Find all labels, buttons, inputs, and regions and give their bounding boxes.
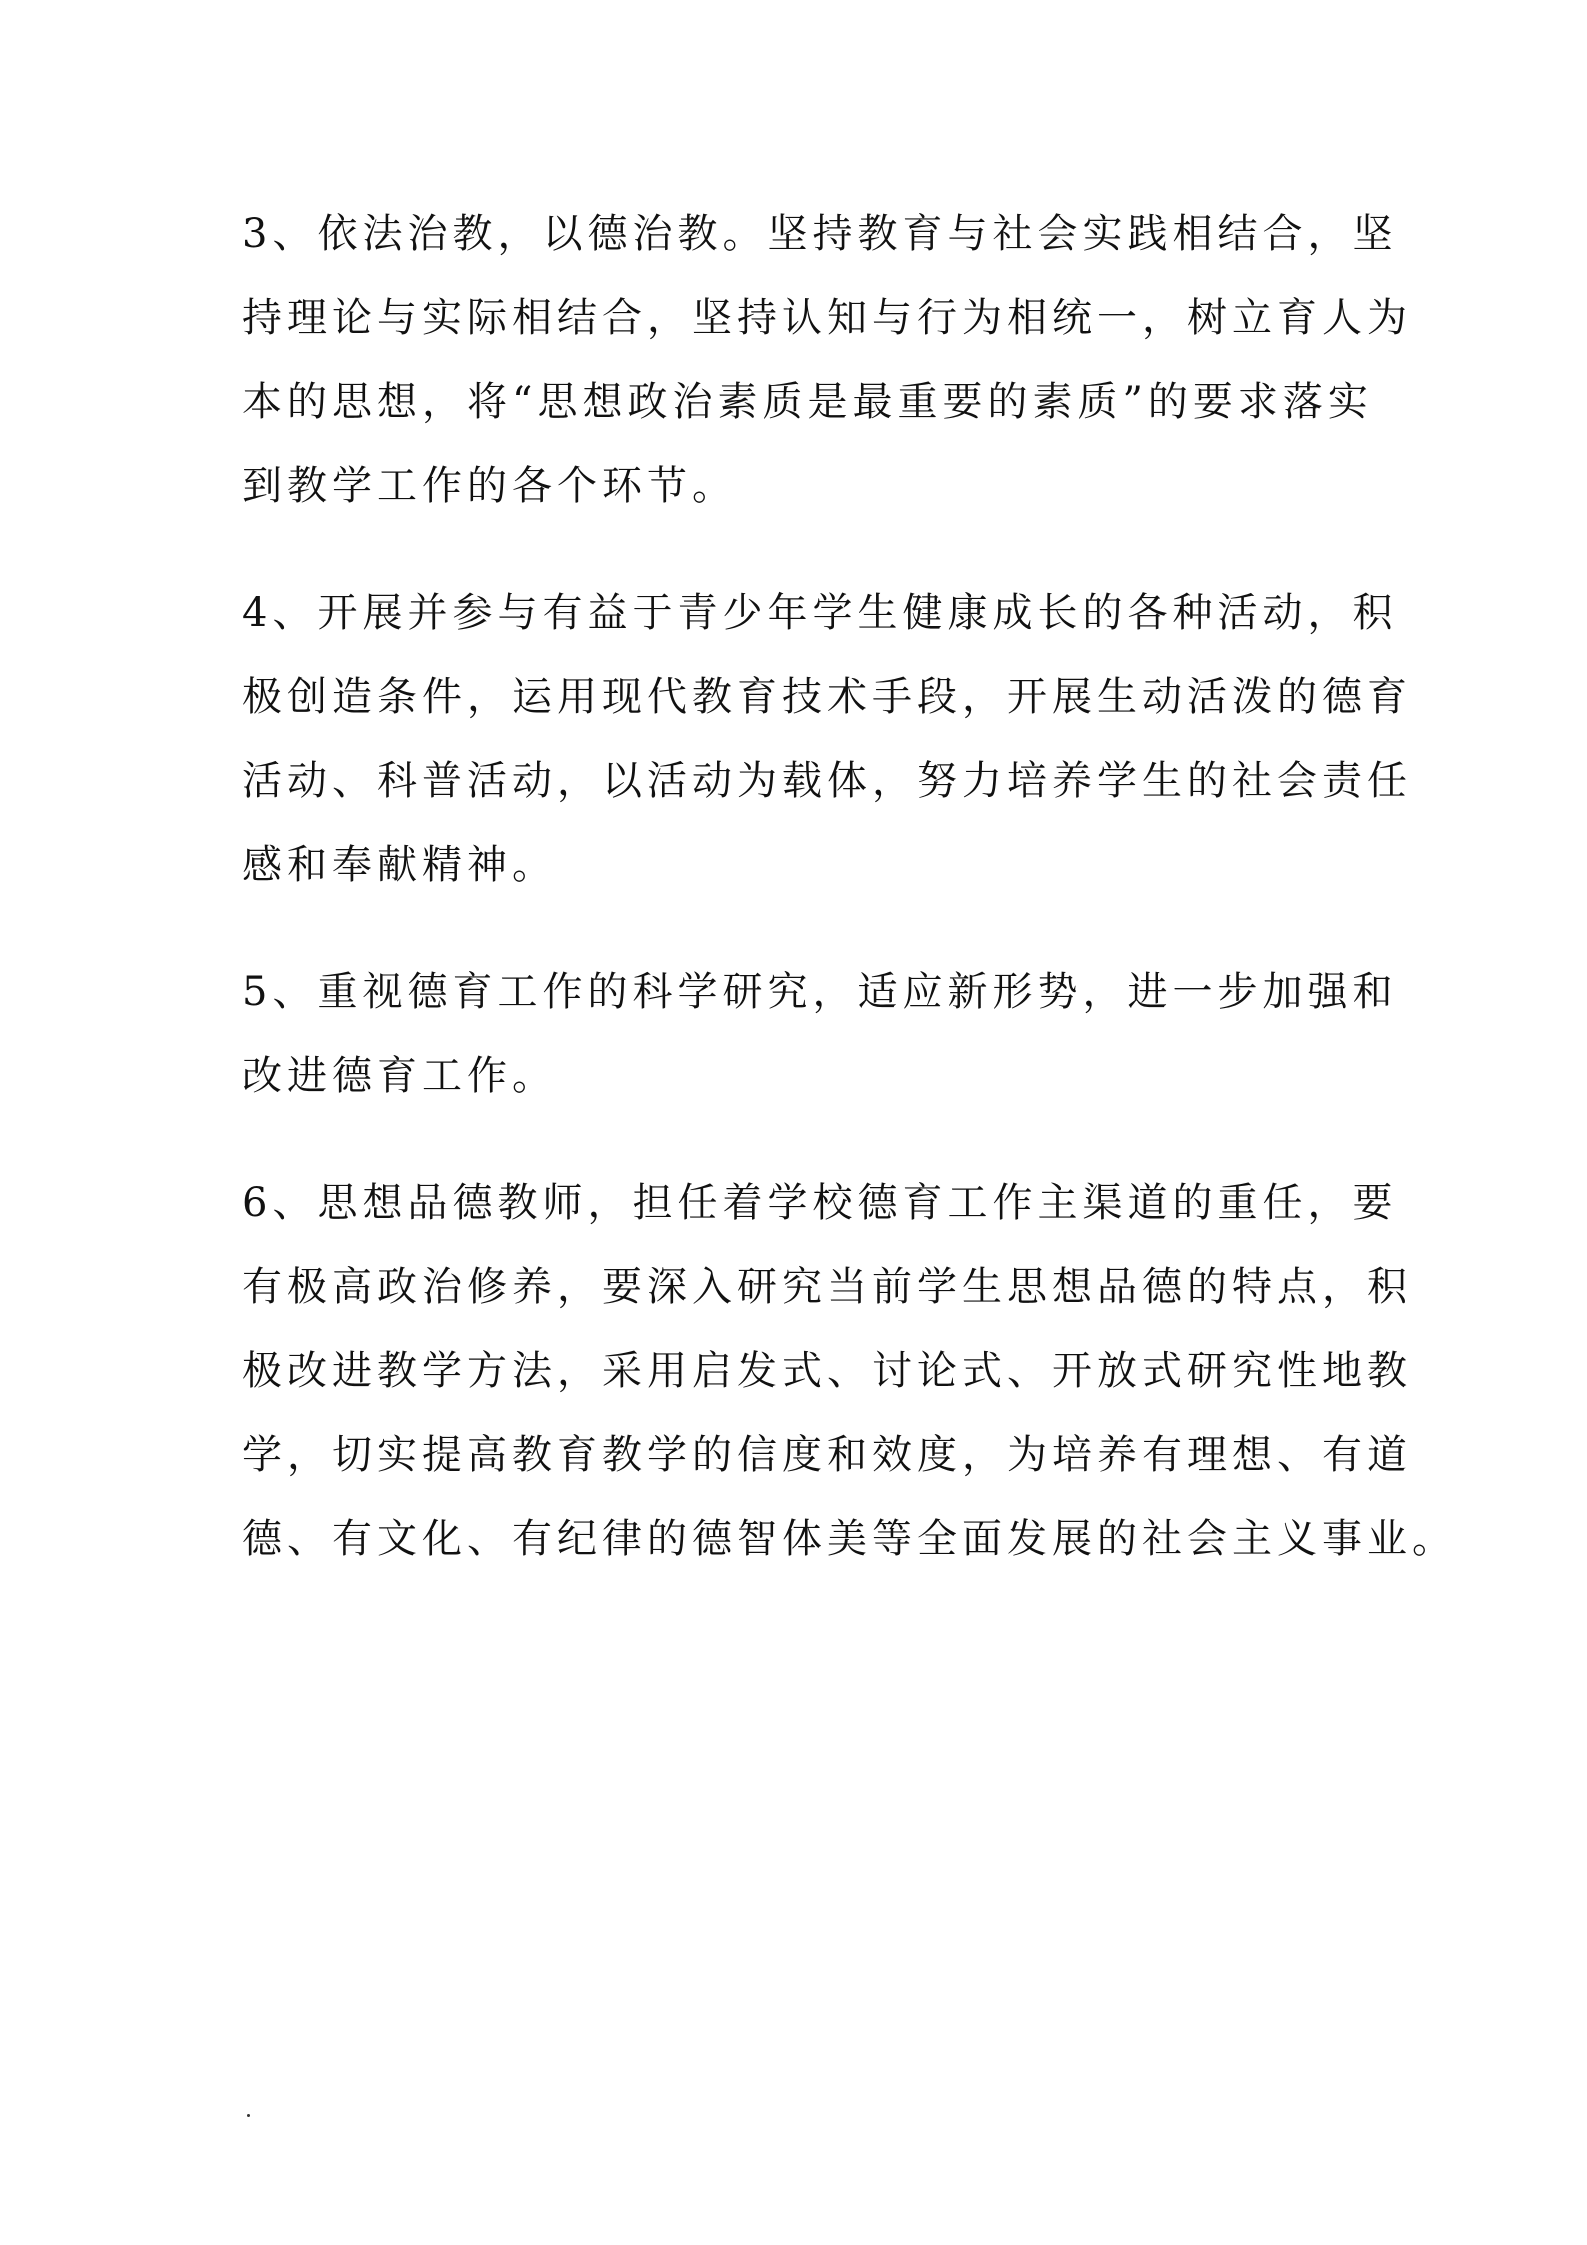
paragraph-line: 极改进教学方法，采用启发式、讨论式、开放式研究性地教 xyxy=(242,1348,1412,1394)
paragraph-line: 到教学工作的各个环节。 xyxy=(242,463,737,509)
paragraph-line: 3、依法治教，以德治教。坚持教育与社会实践相结合，坚 xyxy=(242,211,1398,257)
paragraph-line: 德、有文化、有纪律的德智体美等全面发展的社会主义事业。 xyxy=(242,1516,1457,1562)
paragraph-line: 有极高政治修养，要深入研究当前学生思想品德的特点，积 xyxy=(242,1264,1412,1310)
paragraph-line: 6、思想品德教师，担任着学校德育工作主渠道的重任，要 xyxy=(242,1180,1398,1226)
paragraph-3 xyxy=(242,192,1412,528)
paragraph-line: 感和奉献精神。 xyxy=(242,842,557,888)
paragraph-line: 学，切实提高教育教学的信度和效度，为培养有理想、有道 xyxy=(242,1432,1412,1478)
paragraph-line: 持理论与实际相结合，坚持认知与行为相统一，树立育人为 xyxy=(242,295,1412,341)
paragraph-5 xyxy=(242,950,1398,1118)
paragraph-6 xyxy=(242,1161,1457,1581)
paragraph-line: 本的思想，将“思想政治素质是最重要的素质”的要求落实 xyxy=(242,379,1373,425)
paragraph-line: 活动、科普活动，以活动为载体，努力培养学生的社会责任 xyxy=(242,758,1412,804)
document-body xyxy=(242,192,1457,1624)
paragraph-line: 5、重视德育工作的科学研究，适应新形势，进一步加强和 xyxy=(242,969,1398,1015)
paragraph-line: 极创造条件，运用现代教育技术手段，开展生动活泼的德育 xyxy=(242,674,1412,720)
paragraph-4 xyxy=(242,571,1412,907)
paragraph-line: 改进德育工作。 xyxy=(242,1053,557,1099)
paragraph-line: 4、开展并参与有益于青少年学生健康成长的各种活动，积 xyxy=(242,590,1398,636)
footer-dot-mark xyxy=(247,2114,250,2117)
